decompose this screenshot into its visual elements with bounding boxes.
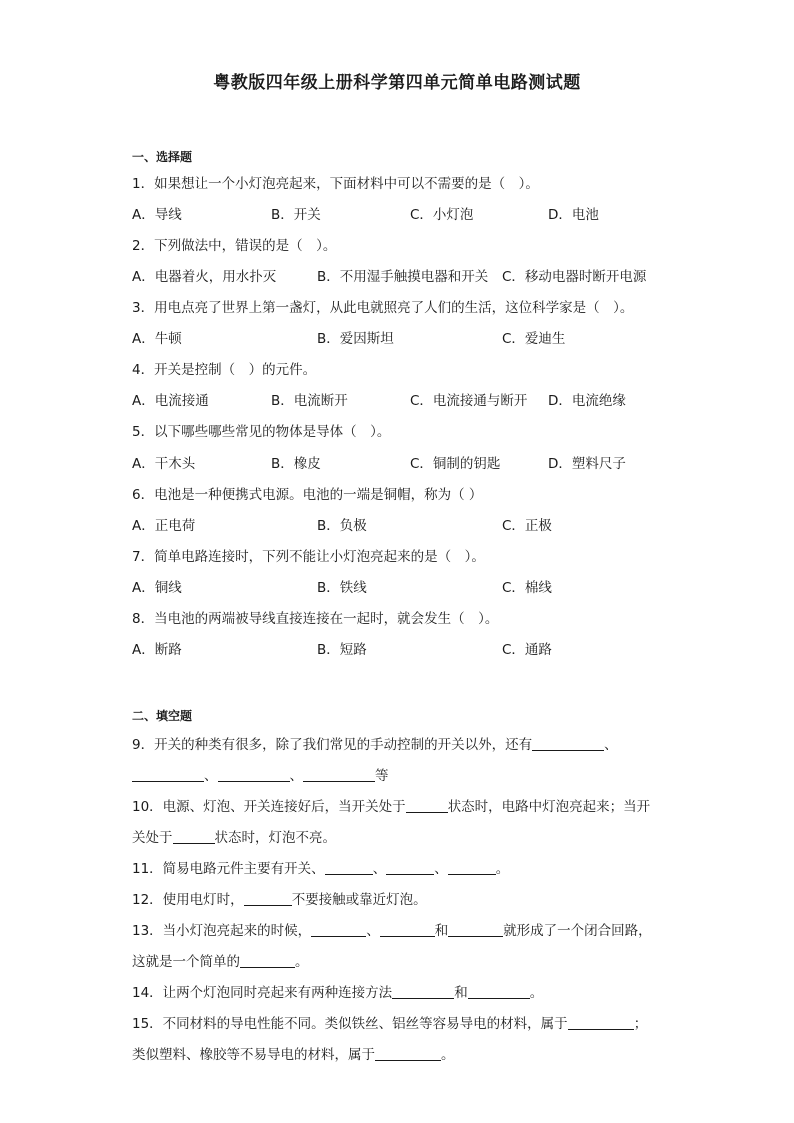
question-9: 9．开关的种类有很多，除了我们常见的手动控制的开关以外，还有 、 [132, 737, 618, 753]
question-15: 15．不同材料的导电性能不同。类似铁丝、铝丝等容易导电的材料，属于 ； [132, 1016, 648, 1032]
q4-option-c: C．电流接通与断开 [410, 393, 528, 409]
q1-option-a: A．导线 [132, 207, 182, 223]
q5-option-c: C．铜制的钥匙 [410, 456, 501, 472]
q2-option-c: C．移动电器时断开电源 [502, 269, 647, 285]
answer-blank [173, 829, 215, 844]
q1-option-d: D．电池 [548, 207, 599, 223]
question-11: 11．简易电路元件主要有开关、 、 、 。 [132, 861, 510, 877]
answer-blank [386, 860, 434, 875]
q2-option-b: B．不用湿手触摸电器和开关 [317, 269, 489, 285]
q1-option-b: B．开关 [271, 207, 321, 223]
q8-option-c: C．通路 [502, 642, 552, 658]
q3-option-a: A．牛顿 [132, 331, 182, 347]
section-heading-fill: 二、填空题 [132, 709, 193, 723]
question-5: 5．以下哪些哪些常见的物体是导体（ ）。 [132, 424, 391, 440]
question-3: 3．用电点亮了世界上第一盏灯，从此电就照亮了人们的生活，这位科学家是（ ）。 [132, 300, 634, 316]
answer-blank [448, 922, 503, 937]
q4-option-a: A．电流接通 [132, 393, 209, 409]
q6-option-a: A．正电荷 [132, 518, 196, 534]
answer-blank [240, 953, 295, 968]
question-1: 1．如果想让一个小灯泡亮起来，下面材料中可以不需要的是（ ）。 [132, 176, 539, 192]
question-10: 10．电源、灯泡、开关连接好后，当开关处于 状态时，电路中灯泡亮起来；当开 [132, 799, 651, 815]
question-10-line2: 关处于 状态时，灯泡不亮。 [132, 830, 336, 846]
section-heading-choice: 一、选择题 [132, 150, 193, 164]
question-9-line2: 、 、 等 [132, 764, 389, 784]
answer-blank [380, 922, 435, 937]
q4-option-b: B．电流断开 [271, 393, 348, 409]
page-title: 粤教版四年级上册科学第四单元简单电路测试题 [213, 73, 581, 93]
question-2: 2．下列做法中，错误的是（ ）。 [132, 238, 337, 254]
answer-blank [532, 736, 604, 751]
answer-blank [303, 767, 375, 782]
q3-option-b: B．爱因斯坦 [317, 331, 394, 347]
question-7: 7．简单电路连接时，下列不能让小灯泡亮起来的是（ ）。 [132, 549, 485, 565]
q3-option-c: C．爱迪生 [502, 331, 566, 347]
answer-blank [375, 1046, 441, 1061]
q7-option-c: C．棉线 [502, 580, 552, 596]
q7-option-b: B．铁线 [317, 580, 367, 596]
answer-blank [406, 798, 448, 813]
question-8: 8．当电池的两端被导线直接连接在一起时，就会发生（ ）。 [132, 611, 499, 627]
q8-option-a: A．断路 [132, 642, 182, 658]
answer-blank [568, 1015, 634, 1030]
answer-blank [132, 767, 204, 782]
question-12: 12．使用电灯时， 不要接触或靠近灯泡。 [132, 892, 427, 908]
q7-option-a: A．铜线 [132, 580, 182, 596]
question-6: 6．电池是一种便携式电源。电池的一端是铜帽，称为（ ） [132, 487, 483, 503]
q6-option-c: C．正极 [502, 518, 552, 534]
question-4: 4．开关是控制（ ）的元件。 [132, 362, 317, 378]
q8-option-b: B．短路 [317, 642, 367, 658]
question-13: 13．当小灯泡亮起来的时候， 、 和 就形成了一个闭合回路， [132, 923, 652, 939]
answer-blank [218, 767, 290, 782]
q5-option-d: D．塑料尺子 [548, 456, 626, 472]
answer-blank [468, 984, 530, 999]
answer-blank [448, 860, 496, 875]
answer-blank [244, 891, 292, 906]
q6-option-b: B．负极 [317, 518, 367, 534]
question-14: 14．让两个灯泡同时亮起来有两种连接方法 和 。 [132, 985, 544, 1001]
q5-option-b: B．橡皮 [271, 456, 321, 472]
q5-option-a: A．干木头 [132, 456, 196, 472]
q1-option-c: C．小灯泡 [410, 207, 474, 223]
q2-option-a: A．电器着火，用水扑灭 [132, 269, 277, 285]
question-13-line2: 这就是一个简单的 。 [132, 954, 309, 970]
answer-blank [392, 984, 454, 999]
answer-blank [325, 860, 373, 875]
question-15-line2: 类似塑料、橡胶等不易导电的材料，属于 。 [132, 1047, 455, 1063]
q4-option-d: D．电流绝缘 [548, 393, 626, 409]
answer-blank [311, 922, 366, 937]
